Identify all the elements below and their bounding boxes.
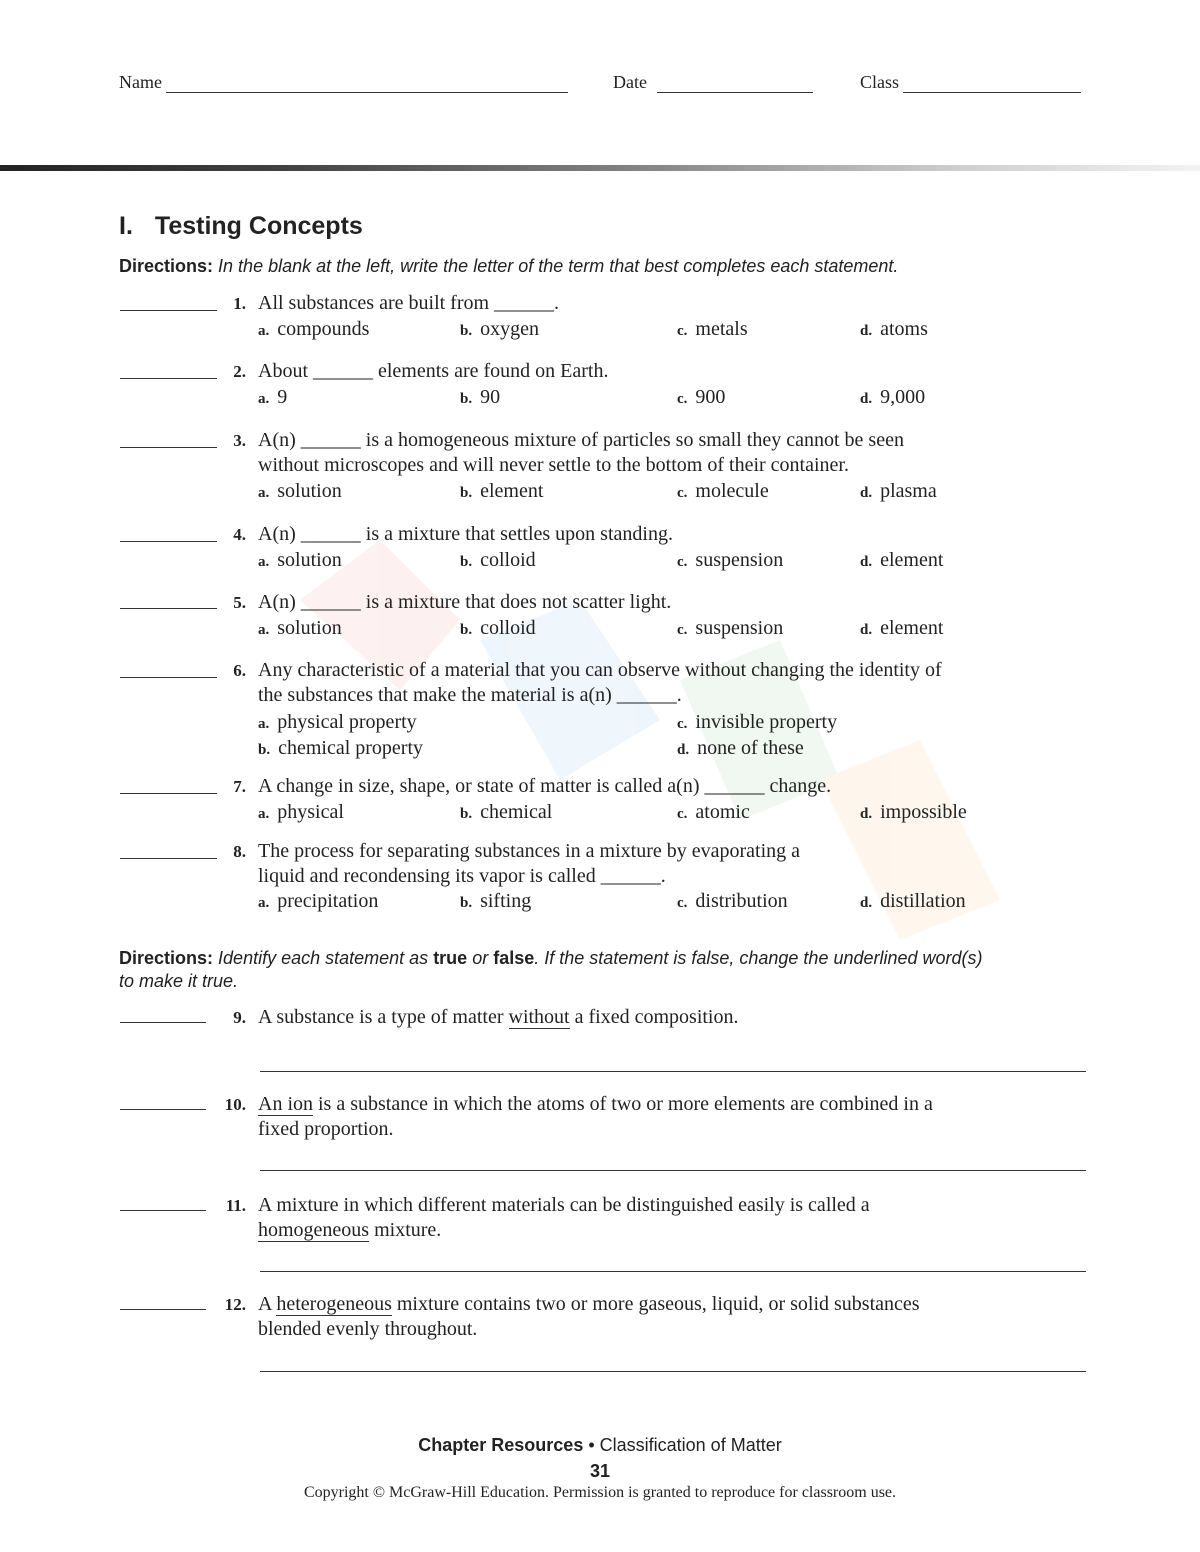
question-number: 3. <box>233 431 246 450</box>
question-number: 1. <box>233 294 246 313</box>
question-number: 9. <box>233 1008 246 1027</box>
question-text: The process for separating substances in a mixture by evaporating a liquid and recondensing its vapor is called ______. <box>258 840 801 887</box>
underlined-word: homogeneous <box>258 1219 370 1241</box>
option-b: b. 90 <box>460 386 501 408</box>
underlined-word: An ion <box>258 1093 313 1115</box>
option-d: d. plasma <box>860 480 937 502</box>
option-a: a. physical property <box>258 711 417 733</box>
statement-text: A mixture in which different materials can be distinguished easily is called a homogeneous mixture. <box>258 1194 870 1241</box>
question-text: A(n) ______ is a mixture that does not scatter light. <box>258 591 672 613</box>
date-field[interactable] <box>613 72 813 93</box>
directions-1 <box>119 255 898 278</box>
question-number: 11. <box>225 1196 246 1215</box>
class-line[interactable] <box>903 74 1081 93</box>
question-text: Any characteristic of a material that you can observe without changing the identity of the substances that make the material is a(n) ______. <box>258 659 942 706</box>
option-c: c. distribution <box>677 890 788 912</box>
option-c: c. metals <box>677 318 748 340</box>
option-d: d. element <box>860 549 944 571</box>
option-a: a. compounds <box>258 318 370 340</box>
question-number: 12. <box>224 1295 246 1314</box>
date-label: Date <box>613 72 647 92</box>
footer-topic: Classification of Matter <box>599 1435 782 1455</box>
option-a: a. 9 <box>258 386 288 408</box>
question-number: 10. <box>224 1095 246 1114</box>
option-b: b. element <box>460 480 544 502</box>
correction-line-12[interactable] <box>260 1371 1086 1372</box>
class-label: Class <box>860 72 900 92</box>
directions-2: Directions: Identify each statement as true or false. If the statement is false, change the underlined word(s) to make it true. <box>119 948 983 991</box>
option-d: d. impossible <box>860 801 967 823</box>
question-number: 6. <box>233 661 246 680</box>
option-d: d. 9,000 <box>860 386 926 408</box>
correction-line-11[interactable] <box>260 1271 1086 1272</box>
option-d: d. element <box>860 617 944 639</box>
option-b: b. colloid <box>460 617 536 639</box>
page-number: 31 <box>589 1461 611 1481</box>
option-d: d. none of these <box>677 737 804 759</box>
option-b: b. chemical property <box>258 737 424 759</box>
option-a: a. solution <box>258 617 342 639</box>
section-number: I. <box>119 212 133 240</box>
question-text: A change in size, shape, or state of matter is called a(n) ______ change. <box>258 775 832 797</box>
name-label: Name <box>119 72 162 92</box>
footer-title <box>0 1435 1200 1456</box>
option-a: a. precipitation <box>258 890 379 912</box>
option-c: c. invisible property <box>677 711 838 733</box>
underlined-word: heterogeneous <box>276 1293 392 1315</box>
answer-blank-11[interactable] <box>120 1210 206 1211</box>
answer-blank-9[interactable] <box>120 1022 206 1023</box>
option-b: b. oxygen <box>460 318 539 340</box>
correction-line-9[interactable] <box>260 1071 1086 1072</box>
question-number: 5. <box>233 593 246 612</box>
option-b: b. colloid <box>460 549 536 571</box>
option-b: b. sifting <box>460 890 532 912</box>
option-b: b. chemical <box>460 801 553 823</box>
question-text: A(n) ______ is a homogeneous mixture of particles so small they cannot be seen without microscopes and will never settle to the bottom of their container. <box>258 429 904 476</box>
option-c: c. molecule <box>677 480 769 502</box>
question-number: 8. <box>233 842 246 861</box>
option-c: c. suspension <box>677 549 784 571</box>
question-number: 4. <box>233 525 246 544</box>
name-field[interactable] <box>119 72 568 93</box>
answer-blank-12[interactable] <box>120 1309 206 1310</box>
option-c: c. suspension <box>677 617 784 639</box>
question-number: 2. <box>233 362 246 381</box>
question-text: A(n) ______ is a mixture that settles upon standing. <box>258 523 673 545</box>
name-line[interactable] <box>166 74 568 93</box>
statement-text: An ion is a substance in which the atoms of two or more elements are combined in a fixed proportion. <box>258 1093 933 1140</box>
class-field[interactable] <box>860 72 1081 93</box>
statement-text: A heterogeneous mixture contains two or more gaseous, liquid, or solid substances blended evenly throughout. <box>258 1293 920 1340</box>
statement-text: A substance is a type of matter without a fixed composition. <box>258 1006 739 1028</box>
directions-text: In the blank at the left, write the letter of the term that best completes each statement. <box>218 256 899 276</box>
option-a: a. solution <box>258 549 342 571</box>
directions-label: Directions: <box>119 948 214 968</box>
date-line[interactable] <box>657 74 813 93</box>
option-c: c. atomic <box>677 801 750 823</box>
footer-bullet: • <box>583 1435 600 1455</box>
correction-line-10[interactable] <box>260 1170 1086 1171</box>
option-c: c. 900 <box>677 386 726 408</box>
footer-chapter: Chapter Resources <box>418 1435 584 1455</box>
question-text: About ______ elements are found on Earth. <box>258 360 609 382</box>
option-d: d. atoms <box>860 318 928 340</box>
header-rule <box>0 165 1200 171</box>
question-number: 7. <box>233 777 246 796</box>
option-a: a. physical <box>258 801 344 823</box>
question-text: All substances are built from ______. <box>258 292 560 314</box>
section-title-text: Testing Concepts <box>154 212 363 240</box>
underlined-word: without <box>508 1006 570 1028</box>
directions-label: Directions: <box>119 256 214 276</box>
option-d: d. distillation <box>860 890 966 912</box>
section-title <box>119 212 363 241</box>
copyright-notice: Copyright © McGraw-Hill Education. Permission is granted to reproduce for classroom use. <box>303 1484 897 1501</box>
option-a: a. solution <box>258 480 342 502</box>
answer-blank-10[interactable] <box>120 1109 206 1110</box>
